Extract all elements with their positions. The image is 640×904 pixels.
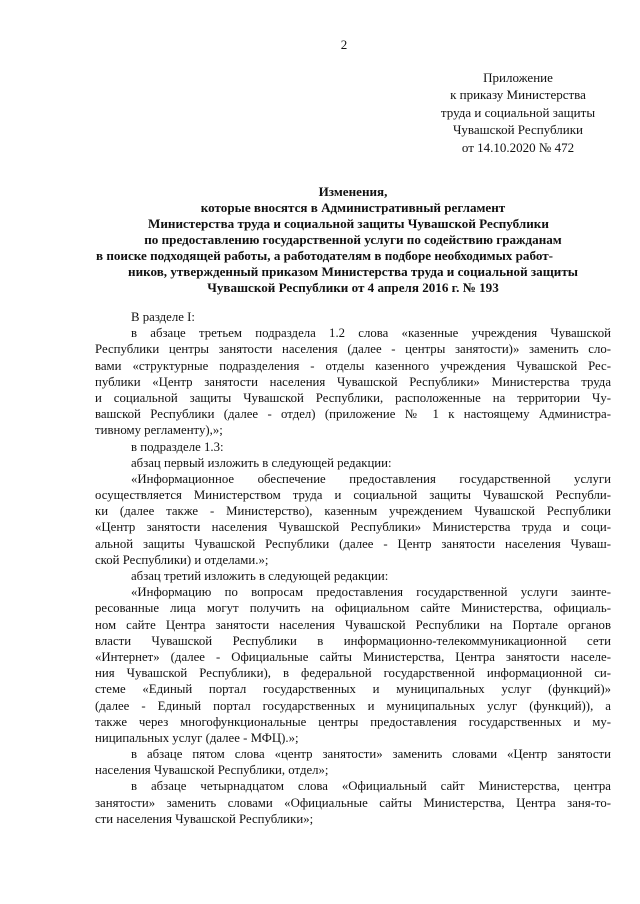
body-line: абзац третий изложить в следующей редакции: xyxy=(131,569,389,583)
body-line: публики «Центр занятости населения Чувашской Республики» Министерства труда xyxy=(95,374,611,389)
body-line: альной защиты Чувашской Республики (далее - Центр занятости населения Чуваш- xyxy=(95,536,611,551)
body-line: стеме «Единый портал государственных и муниципальных услуг (функций)» xyxy=(95,682,611,697)
title-line: по предоставлению государственной услуги по содействию гражданам xyxy=(144,232,562,247)
body-line: ном сайте Центра занятости населения Чувашской Республики на Портале органов xyxy=(95,617,611,632)
appendix-line: от 14.10.2020 № 472 xyxy=(461,139,575,155)
title-line: Чувашской Республики от 4 апреля 2016 г. № 193 xyxy=(207,280,499,295)
body-line: абзац первый изложить в следующей редакции: xyxy=(131,455,392,470)
body-line: «Информацию по вопросам предоставления государственной услуги заинте- xyxy=(131,585,611,600)
body-line: тивному регламенту),»; xyxy=(95,423,223,438)
body-line: также через многофункциональные центры предоставления государственных и му- xyxy=(95,714,611,729)
body-line: вашской Республики (далее - отдел) (приложение № 1 к настоящему Администра- xyxy=(95,407,611,422)
appendix-line: Приложение xyxy=(483,70,553,85)
document-title xyxy=(96,184,610,296)
body-line: ки (далее также - Министерство), казенным учреждением Чувашской Республики xyxy=(95,504,611,519)
title-line: Министерства труда и социальной защиты Чувашской Республики xyxy=(148,216,549,231)
appendix-block xyxy=(430,69,606,156)
body-line: вами «структурные подразделения - отделы казенного учреждения Чувашской Рес- xyxy=(95,358,611,373)
appendix-line: к приказу Министерства xyxy=(450,87,586,103)
appendix-line: Чувашской Республики xyxy=(452,122,584,138)
title-line: которые вносятся в Административный регламент xyxy=(200,200,506,215)
body-line: ской Республики) и отделами.»; xyxy=(95,552,269,567)
body-line: ниципальных услуг (далее - МФЦ).»; xyxy=(95,730,299,745)
appendix-line: труда и социальной защиты xyxy=(440,104,596,120)
body-line: ния Чувашской Республики), в федеральной государственной информационной си- xyxy=(95,666,611,681)
body-line: (далее - Единый портал государственных и муниципальных услуг (функций)), а xyxy=(95,698,611,713)
title-line: ников, утвержденный приказом Министерства труда и социальной защиты xyxy=(128,264,578,279)
body-line: в абзаце четырнадцатом слова «Официальный сайт Министерства, центра xyxy=(131,779,611,794)
body-line: «Интернет» (далее - Официальные сайты Министерства, Центра занятости населе- xyxy=(95,649,611,664)
body-line: «Центр занятости населения Чувашской Республики» Министерства труда и соци- xyxy=(95,520,611,535)
body-line: ресованные лица могут получить на официальном сайте Министерства, официаль- xyxy=(95,601,611,616)
title-line: Изменения, xyxy=(318,184,388,199)
body-line: занятости» заменить словами «Официальные сайты Министерства, Центра заня-то- xyxy=(95,795,611,810)
body-line: Республики центры занятости населения (далее - центры занятости)» заменить сло- xyxy=(95,342,611,357)
title-line: в поиске подходящей работы, а работодателям в подборе необходимых работ- xyxy=(96,248,553,263)
body-line: в абзаце третьем подраздела 1.2 слова «казенные учреждения Чувашской xyxy=(131,326,611,341)
body-line: В разделе I: xyxy=(131,310,195,324)
body-line: населения Чувашской Республики, отдел»; xyxy=(95,763,329,778)
body-line: и социальной защиты Чувашской Республики, расположенные на территории Чу- xyxy=(95,390,611,405)
page-number: 2 xyxy=(340,37,348,52)
body-line: «Информационное обеспечение предоставления государственной услуги xyxy=(131,471,611,486)
document-body xyxy=(95,309,611,827)
body-line: в абзаце пятом слова «центр занятости» заменить словами «Центр занятости xyxy=(131,747,611,762)
body-line: в подразделе 1.3: xyxy=(131,439,224,454)
body-line: власти Чувашской Республики в информационно-телекоммуникационной сети xyxy=(95,633,611,648)
body-line: осуществляется Министерством труда и социальной защиты Чувашской Республи- xyxy=(95,488,611,503)
body-line: сти населения Чувашской Республики»; xyxy=(95,811,314,826)
